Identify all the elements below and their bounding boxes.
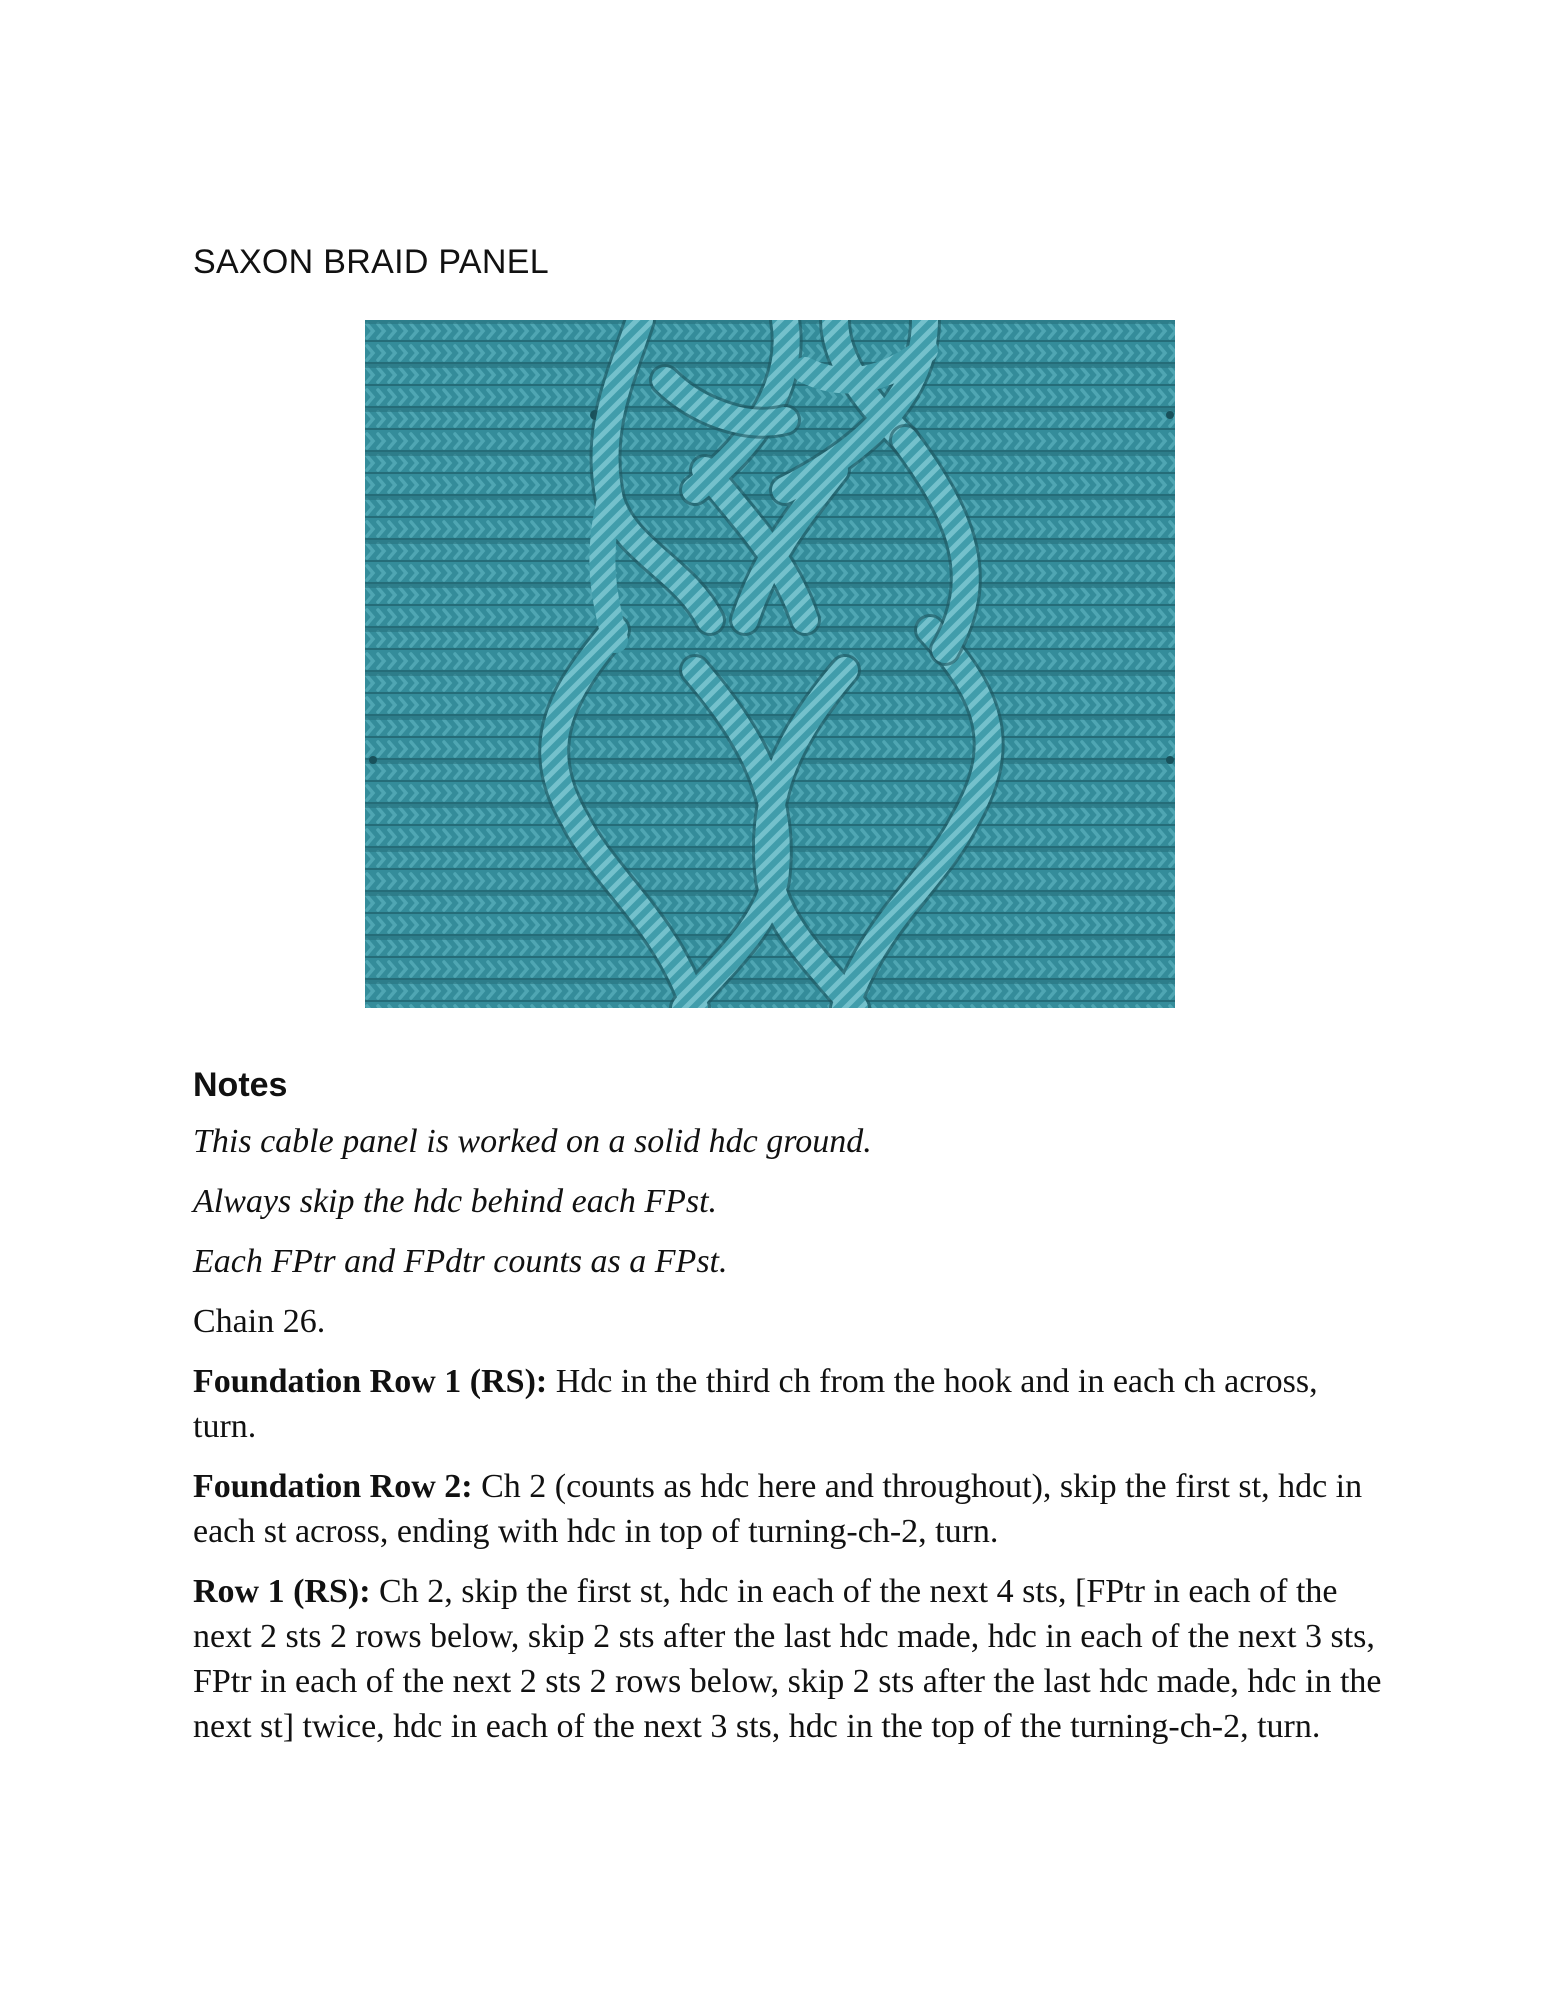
notes-heading: Notes: [193, 1066, 288, 1104]
saxon-braid-swatch-photo: [365, 320, 1175, 1008]
row-label: Foundation Row 2:: [193, 1468, 473, 1505]
note-text: Always skip the hdc behind each FPst.: [193, 1183, 718, 1220]
row-instruction: [193, 1569, 1383, 1749]
note-text: This cable panel is worked on a solid hdc ground.: [193, 1123, 872, 1160]
row-instruction: [193, 1359, 1383, 1449]
note-line: [193, 1179, 1383, 1224]
note-text: Each FPtr and FPdtr counts as a FPst.: [193, 1243, 728, 1280]
pattern-instructions: [193, 1119, 1383, 1764]
row-text: Hdc in the third ch from the hook and in each ch across, turn.: [193, 1363, 1318, 1445]
chain-instruction: Chain 26.: [193, 1303, 326, 1340]
row-text: Ch 2, skip the first st, hdc in each of the next 4 sts, [FPtr in each of the next 2 sts 2 rows below, skip 2 sts after the last hdc made, hdc in each of the next 3 sts, FPtr in each of the next 2 sts 2 rows below, skip 2 sts after the last hdc made, hdc in the next st] twice, hdc in each of the next 3 sts, hdc in the top of the turning-ch-2, turn.: [193, 1573, 1382, 1745]
note-line: [193, 1119, 1383, 1164]
row-label: Foundation Row 1 (RS):: [193, 1363, 548, 1400]
row-label: Row 1 (RS):: [193, 1573, 371, 1610]
row-instruction: [193, 1464, 1383, 1554]
page-title: SAXON BRAID PANEL: [193, 243, 549, 281]
row-text: Ch 2 (counts as hdc here and throughout), skip the first st, hdc in each st across, ending with hdc in top of turning-ch-2, turn.: [193, 1468, 1363, 1550]
note-line: [193, 1239, 1383, 1284]
